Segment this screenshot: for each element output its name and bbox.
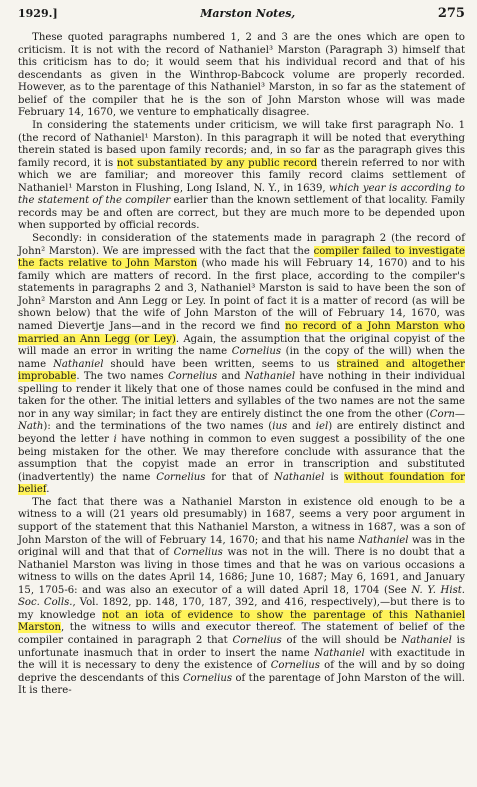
highlighted-text: not an iota of evidence to show the parentage of this Nathaniel Marston (18, 609, 465, 634)
text-run: ) are entirely distinct and beyond the letter (18, 421, 465, 445)
italic-text: Nathaniel (53, 358, 104, 370)
text-run: earlier than the known settlement of that locality. Family records may be and often are correct, but they are much more to be depended upon when supported by official records. (18, 195, 465, 232)
text-run: have nothing in their individual spelling to render it likely that one of those names could be confused in the mind and taken for the other. The initial letters and syllables of the two names are not the same nor in any way similar; in fact they are entirely distinct the one from the other ( (18, 371, 465, 420)
text-run: (in the copy of the will) when the name (18, 346, 465, 370)
header-year: 1929.] (18, 7, 58, 20)
italic-text: ius (272, 421, 288, 433)
italic-text: Cornelius (231, 346, 282, 358)
highlighted-text: without foundation for belief (18, 471, 466, 496)
italic-text: Cornelius (270, 660, 320, 672)
italic-text: Cornelius (182, 672, 233, 684)
text-run: is unfortunate inasmuch that in order to insert the name (18, 635, 465, 659)
italic-text: Corn—Nath (18, 408, 465, 433)
text-run: was in the original will and that that of (18, 534, 465, 559)
header-title: Marston Notes, (200, 7, 296, 20)
italic-text: Cornelius (173, 547, 223, 559)
italic-text: i (113, 434, 117, 445)
text-run: have nothing in common to even suggest a possibility of the one being mistaken for the other. We may therefore conclude with assurance that the assumption that the copyist made an error in transcription and substituted (inadvertently) the name (18, 434, 465, 483)
text-run: ): and the terminations of the two names ( (43, 421, 273, 433)
body-text (18, 32, 465, 698)
italic-text: Cornelius (232, 635, 282, 646)
text-run: . Again, the assumption that the original copyist of the will made an error in writing the name (18, 333, 465, 358)
text-run: Secondly: in consideration of the statements made in paragraph 2 (the record of John² Marston). We are impressed with the fact that the (18, 233, 465, 257)
paragraph (18, 497, 465, 698)
paragraph (18, 120, 465, 233)
highlighted-text: strained and altogether improbable (18, 358, 465, 383)
text-run: . (46, 484, 50, 496)
text-run: for that of (205, 471, 274, 483)
text-run: These quoted paragraphs numbered 1, 2 and 3 are the ones which are open to criticism. It is not with the record of Nathaniel³ Marston (Paragraph 3) himself that this criticism has to do; it would seem that his individual record and that of his descendants as given in the Winthrop-Babcock volume are properly recorded. However, as to the parentage of this Nathaniel³ Marston, in so far as the statement of belief of the compiler that he is the son of John Marston whose will was made February 14, 1670, we venture to emphatically disagree. (18, 32, 465, 119)
text-run: In considering the statements under criticism, we will take first paragraph No. 1 (the record of Nathaniel¹ Marston). In this paragraph it will be noted that everything therein stated is based upon family records; and, in so far as the paragraph gives this family record, it is (18, 119, 465, 169)
highlighted-text: compiler failed to investigate the facts relative to John Marston (18, 245, 465, 270)
text-run: and (217, 371, 245, 383)
italic-text: iel (315, 421, 329, 433)
text-run: with exactitude in the will it is necessary to deny the existence of (18, 647, 465, 672)
text-run: , the witness to wills and executor thereof. The statement of belief of the compiler contained in paragraph 2 that (18, 622, 465, 646)
italic-text: Cornelius (167, 371, 218, 383)
italic-text: Nathaniel (314, 647, 365, 659)
italic-text: Nathaniel (401, 635, 452, 646)
text-run: (who made his will February 14, 1670) and to his family which are matters of record. In the first place, according to the compiler's statements in paragraphs 2 and 3, Nathaniel³ Marston is said to have been the son of John² Marston and Ann Legg or Ley. In point of fact it is a matter of record (as will be shown below) that the wife of John Marston of the will of February 14, 1670, was named Dievertje Jans—and in the record we find (18, 258, 465, 332)
text-run: should have been written, seems to us (103, 358, 337, 370)
text-run: is (324, 471, 345, 483)
italic-text: Cornelius (156, 471, 206, 483)
text-run: and (287, 421, 316, 433)
italic-text: Nathaniel (273, 471, 325, 483)
highlighted-text: not substantiated by any public record (116, 157, 318, 169)
text-run: of the parentage of John Marston of the will. It is there- (18, 672, 465, 697)
text-run: . The two names (76, 371, 168, 383)
text-run: therein referred to nor with which we are familiar; and moreover this family record claims settlement of Nathaniel¹ Marston in Flushing, Long Island, N. Y., in 1639, (18, 157, 465, 194)
italic-text: which year is according to the statement of the compiler (18, 182, 465, 207)
text-run: , Vol. 1892, pp. 148, 170, 187, 392, and 416, respectively),—but there is to my knowledge (18, 597, 465, 621)
italic-text: Nathaniel (244, 371, 296, 383)
page-number: 275 (437, 6, 465, 21)
text-run: of the will and by so doing deprive the descendants of this (18, 660, 466, 684)
text-run: The fact that there was a Nathaniel Marston in existence old enough to be a witness to a will (21 years old presumably) in 1687, seems a very poor argument in support of the statement that this Nathaniel Marston, a witness in 1687, was a son of John Marston of the will of February 14, 1670; and that his name (18, 496, 465, 546)
running-header (18, 6, 465, 26)
paragraph (18, 233, 465, 497)
text-run: of the will should be (281, 635, 402, 646)
paragraph (18, 32, 465, 120)
text-run: was not in the will. There is no doubt that a Nathaniel Marston was living in those times and that he was on various occasions a witness to wills on the dates April 14, 1686; June 10, 1687; May 6, 1691, and January 15, 1705-6: and was also an executor of a will dated April 18, 1704 (See (18, 547, 465, 596)
italic-text: N. Y. Hist. Soc. Colls. (18, 584, 466, 609)
italic-text: Nathaniel (358, 534, 409, 546)
highlighted-text: no record of a John Marston who married an Ann Legg (or Ley) (18, 320, 465, 345)
